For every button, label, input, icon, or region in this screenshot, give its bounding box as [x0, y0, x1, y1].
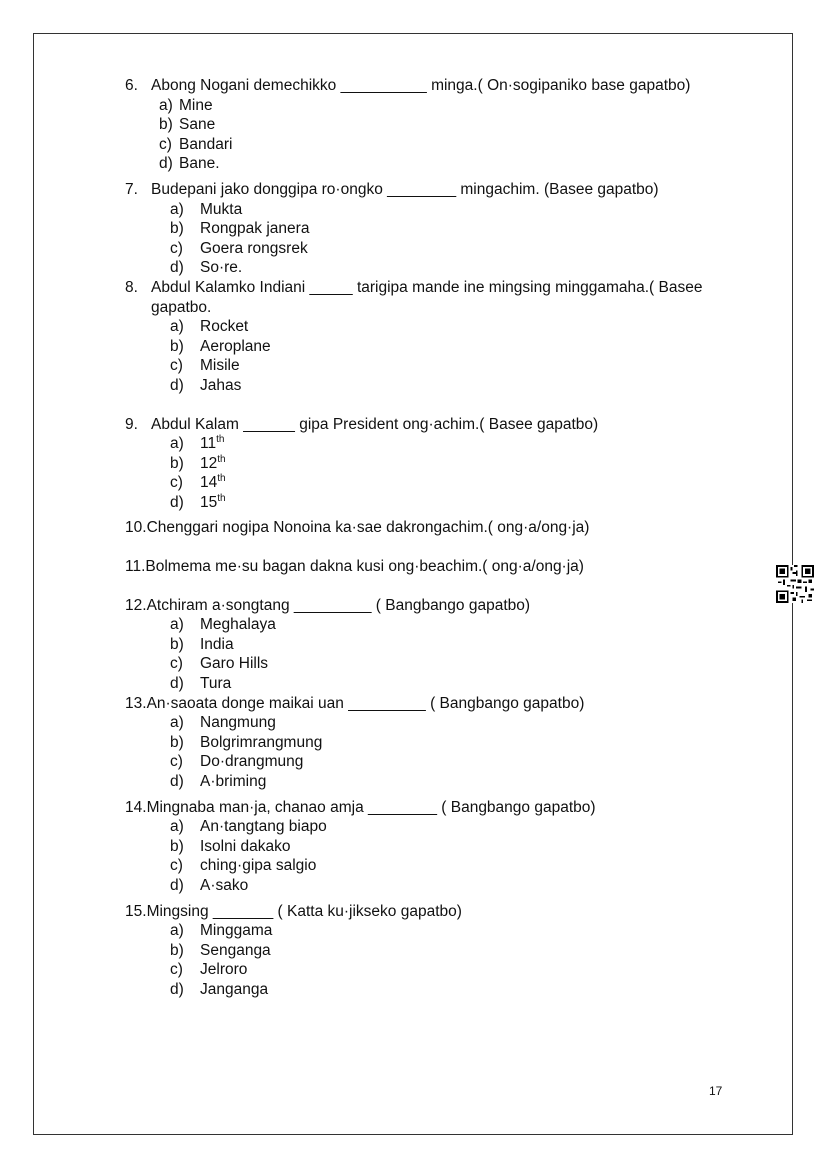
question-number: 9.	[125, 415, 138, 433]
option-d	[125, 980, 745, 1000]
option-a	[125, 921, 745, 941]
option-label: b)	[170, 454, 184, 472]
option-a	[125, 713, 745, 733]
question-text: Abdul Kalamko Indiani _____ tarigipa mande ine mingsing minggamaha.( Basee gapatbo.	[151, 278, 703, 316]
option-text: Tura	[200, 675, 232, 693]
option-text: Mukta	[200, 200, 243, 218]
option-label: d)	[170, 675, 184, 693]
question-6	[125, 76, 745, 174]
option-b	[125, 635, 745, 655]
question-number: 10.	[125, 519, 147, 537]
option-label: a)	[170, 435, 184, 453]
option-text: 15	[200, 493, 218, 511]
question-text: Budepani jako donggipa ro·ongko ________ mingachim. (Basee gapatbo)	[151, 180, 659, 198]
option-a	[125, 317, 745, 337]
option-label: c)	[170, 753, 183, 771]
option-text: Nangmung	[200, 714, 276, 732]
question-number: 14.	[125, 798, 147, 816]
option-d	[125, 674, 745, 694]
page-number: 17	[709, 1084, 723, 1098]
option-d	[125, 876, 745, 896]
option-text: Bandari	[179, 135, 233, 153]
option-text: A·sako	[200, 876, 249, 894]
option-a	[125, 200, 745, 220]
option-b	[125, 115, 745, 135]
question-10	[125, 518, 745, 538]
option-label: c)	[170, 474, 183, 492]
option-label: a)	[170, 318, 184, 336]
question-text: Mingsing _______ ( Katta ku·jikseko gapatbo)	[146, 902, 462, 920]
option-label: b)	[170, 635, 184, 653]
option-label: a)	[170, 200, 184, 218]
option-label: d)	[170, 773, 184, 790]
option-c	[125, 752, 745, 772]
option-d	[125, 376, 745, 396]
question-14	[125, 798, 745, 896]
option-text: ching·gipa salgio	[200, 857, 317, 875]
question-text: Abong Nogani demechikko __________ minga.( On·sogipaniko base gapatbo)	[151, 77, 691, 94]
option-label: a)	[170, 922, 184, 940]
option-text: Meghalaya	[200, 616, 276, 634]
question-text: Atchiram a·songtang _________ ( Bangbango gapatbo)	[146, 596, 531, 614]
question-text: Abdul Kalam ______ gipa President ong·achim.( Basee gapatbo)	[151, 415, 599, 433]
ordinal-suffix: th	[217, 492, 226, 504]
option-text: Do·drangmung	[200, 753, 304, 771]
question-8	[125, 278, 745, 396]
option-label: b)	[170, 220, 184, 238]
option-d	[125, 493, 745, 513]
option-b	[125, 454, 745, 474]
option-b	[125, 337, 745, 357]
option-c	[125, 960, 745, 980]
option-label: b)	[170, 837, 184, 855]
option-label: d)	[170, 980, 184, 998]
option-a	[125, 434, 745, 454]
option-text: Jelroro	[200, 961, 248, 979]
qr-code-icon	[776, 565, 814, 603]
option-c	[125, 654, 745, 674]
question-11	[125, 557, 745, 577]
question-text: Mingnaba man·ja, chanao amja ________ ( Bangbango gapatbo)	[146, 798, 596, 816]
ordinal-suffix: th	[217, 453, 226, 465]
option-label: c)	[170, 655, 183, 673]
option-label: a)	[170, 714, 184, 732]
option-text: Rocket	[200, 318, 249, 336]
option-b	[125, 837, 745, 857]
option-label: b)	[159, 116, 173, 134]
question-number: 15.	[125, 902, 147, 920]
question-list	[125, 76, 745, 1000]
option-label: a)	[170, 818, 184, 836]
option-label: c)	[170, 961, 183, 979]
option-d	[125, 772, 745, 792]
question-text: Chenggari nogipa Nonoina ka·sae dakrongachim.( ong·a/ong·ja)	[146, 519, 590, 537]
option-text: Janganga	[200, 980, 269, 998]
question-text: Bolmema me·su bagan dakna kusi ong·beachim.( ong·a/ong·ja)	[145, 558, 584, 576]
option-text: So·re.	[200, 259, 243, 277]
option-text: Bolgrimrangmung	[200, 733, 323, 751]
option-text: 14	[200, 474, 218, 492]
option-label: d)	[170, 259, 184, 277]
option-text: Mine	[179, 96, 213, 114]
option-label: b)	[170, 941, 184, 959]
option-label: a)	[159, 96, 173, 114]
question-9	[125, 415, 745, 513]
option-d	[125, 154, 745, 174]
question-13	[125, 694, 745, 792]
option-label: d)	[170, 876, 184, 894]
ordinal-suffix: th	[216, 433, 225, 445]
question-7	[125, 180, 745, 278]
option-b	[125, 219, 745, 239]
option-label: a)	[170, 616, 184, 634]
question-number: 12.	[125, 596, 147, 614]
option-c	[125, 356, 745, 376]
option-b	[125, 733, 745, 753]
option-label: b)	[170, 337, 184, 355]
option-text: Jahas	[200, 376, 242, 394]
question-number: 8.	[125, 278, 138, 296]
option-text: Garo Hills	[200, 655, 269, 673]
option-label: c)	[170, 239, 183, 257]
ordinal-suffix: th	[217, 473, 226, 485]
option-d	[125, 258, 745, 278]
option-label: d)	[170, 376, 184, 394]
option-c	[125, 856, 745, 876]
option-label: d)	[159, 155, 173, 173]
option-text: Misile	[200, 357, 240, 375]
option-text: Goera rongsrek	[200, 239, 308, 257]
option-c	[125, 239, 745, 259]
option-text: Minggama	[200, 922, 273, 940]
option-a	[125, 615, 745, 635]
option-text: Rongpak janera	[200, 220, 310, 238]
option-a	[125, 96, 745, 116]
option-text: Sane	[179, 116, 216, 134]
question-number: 13.	[125, 694, 147, 712]
option-text: Aeroplane	[200, 337, 271, 355]
question-number: 7.	[125, 180, 138, 198]
question-text: An·saoata donge maikai uan _________ ( Bangbango gapatbo)	[146, 694, 585, 712]
option-c	[125, 135, 745, 155]
option-text: An·tangtang biapo	[200, 818, 327, 836]
question-12	[125, 596, 745, 694]
option-b	[125, 941, 745, 961]
option-text: Senganga	[200, 941, 271, 959]
question-number: 11.	[125, 558, 146, 576]
question-number: 6.	[125, 77, 138, 94]
option-a	[125, 817, 745, 837]
option-text: 11	[200, 435, 217, 453]
option-text: 12	[200, 454, 218, 472]
option-label: c)	[159, 135, 172, 153]
option-label: c)	[170, 357, 183, 375]
option-text: Isolni dakako	[200, 837, 291, 855]
option-text: India	[200, 635, 234, 653]
option-label: b)	[170, 733, 184, 751]
option-text: A·briming	[200, 773, 267, 790]
option-label: c)	[170, 857, 183, 875]
question-15	[125, 902, 745, 1000]
option-label: d)	[170, 493, 184, 511]
option-c	[125, 473, 745, 493]
option-text: Bane.	[179, 155, 220, 173]
